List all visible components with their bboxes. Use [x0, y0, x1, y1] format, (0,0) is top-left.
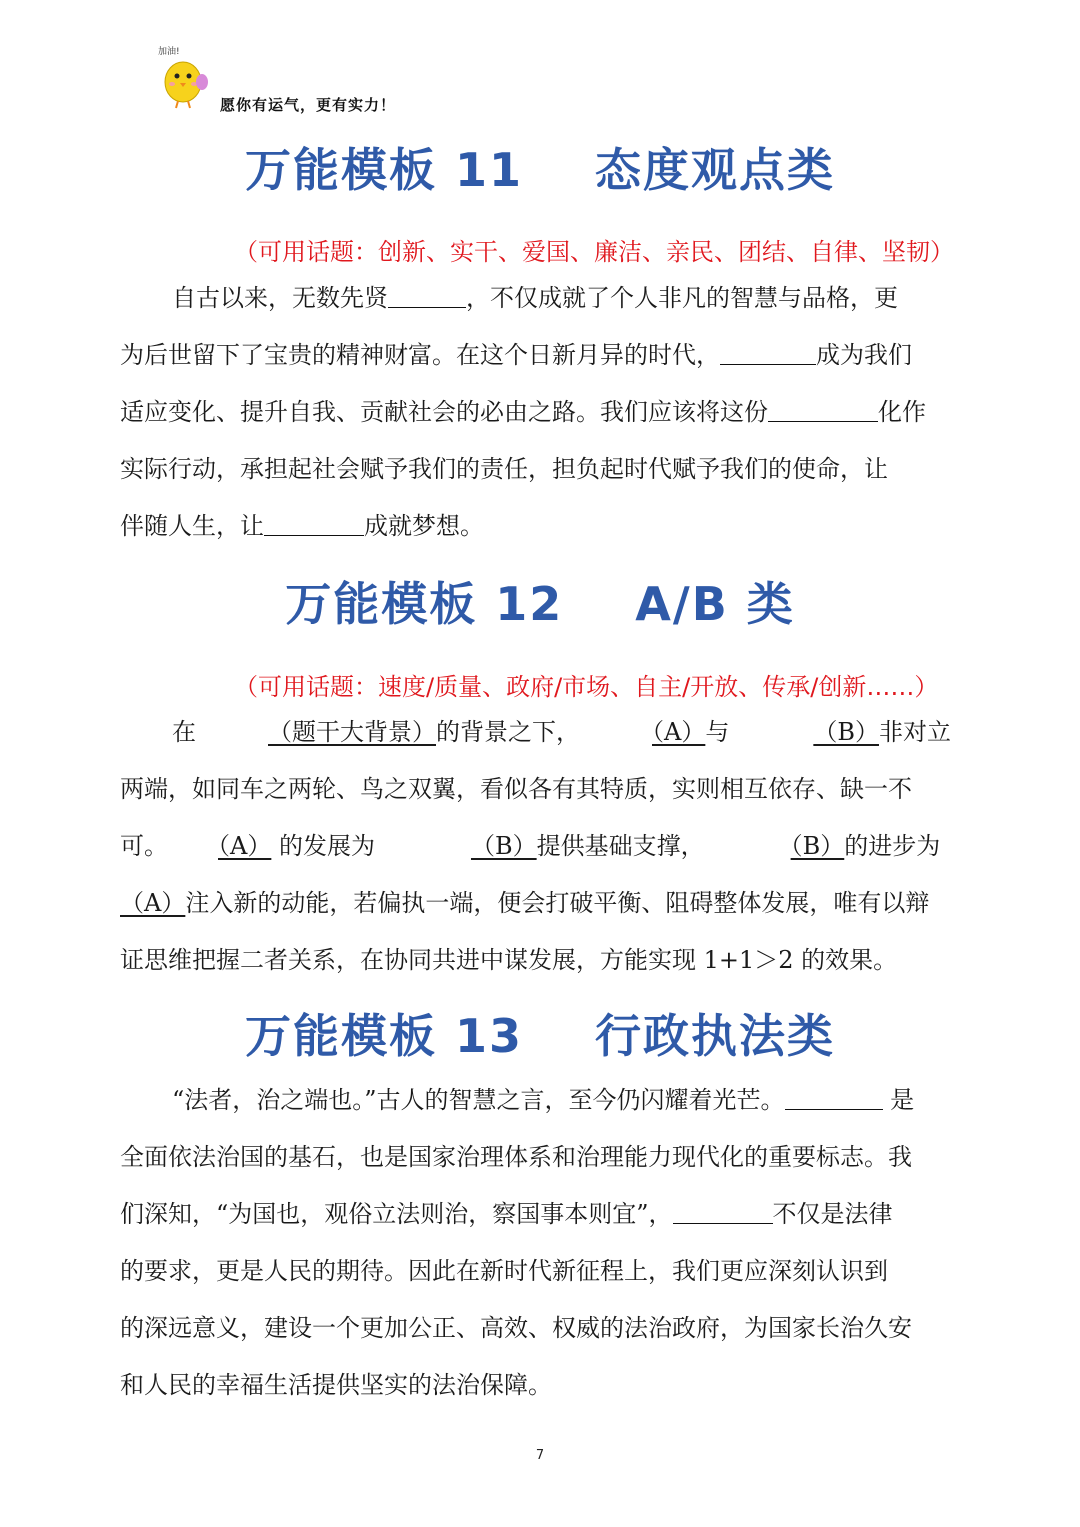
paragraph-line: 可。 （A） 的发展为 （B）提供基础支撑， （B）的进步为	[120, 832, 941, 860]
paragraph-line: 两端，如同车之两轮、鸟之双翼，看似各有其特质，实则相互依存、缺一不	[120, 775, 912, 803]
page-number: 7	[535, 1448, 545, 1463]
paragraph-line: 的要求，更是人民的期待。因此在新时代新征程上，我们更应深刻认识到	[120, 1257, 888, 1285]
paragraph-line: 为后世留下了宝贵的精神财富。在这个日新月异的时代， 成为我们	[120, 327, 962, 384]
paragraph-line: 证思维把握二者关系，在协同共进中谋发展，方能实现 1+1＞2 的效果。	[120, 946, 898, 974]
paragraph-line: 适应变化、提升自我、贡献社会的必由之路。我们应该将这份 化作	[120, 384, 962, 441]
paragraph-line: 伴随人生，让 成就梦想。	[120, 498, 962, 555]
section-12-topics: （可用话题：速度/质量、政府/市场、自主/开放、传承/创新……）	[234, 673, 939, 701]
section-13-paragraph	[120, 1072, 962, 1414]
paragraph-line: 实际行动，承担起社会赋予我们的责任，担负起时代赋予我们的使命，让	[120, 455, 888, 483]
motto: 愿你有运气，更有实力！	[220, 96, 397, 114]
paragraph-line: 在 （题干大背景）的背景之下， （A）与 （B）非对立	[172, 718, 951, 746]
paragraph-line: 的深远意义，建设一个更加公正、高效、权威的法治政府，为国家长治久安	[120, 1314, 912, 1342]
section-12-title: 万能模板 12 A/B 类	[285, 577, 795, 631]
logo-tag: 加油!	[158, 47, 180, 57]
paragraph-line: 全面依法治国的基石，也是国家治理体系和治理能力现代化的重要标志。我	[120, 1143, 912, 1171]
section-11-topics: （可用话题：创新、实干、爱国、廉洁、亲民、团结、自律、坚韧）	[234, 238, 954, 266]
section-13-title: 万能模板 13 行政执法类	[244, 1009, 836, 1063]
paragraph-line: 自古以来，无数先贤 ，不仅成就了个人非凡的智慧与品格，更	[120, 270, 962, 327]
paragraph-line: “法者，治之端也。”古人的智慧之言，至今仍闪耀着光芒。 是	[120, 1072, 962, 1129]
section-12-paragraph	[120, 704, 962, 989]
section-11-paragraph	[120, 270, 962, 555]
paragraph-line: 们深知，“为国也，观俗立法则治，察国事本则宜”， 不仅是法律	[120, 1186, 962, 1243]
paragraph-line: 和人民的幸福生活提供坚实的法治保障。	[120, 1371, 552, 1399]
paragraph-line: （A）注入新的动能，若偏执一端，便会打破平衡、阻碍整体发展，唯有以辩	[120, 889, 930, 917]
section-11-title: 万能模板 11 态度观点类	[244, 143, 836, 197]
